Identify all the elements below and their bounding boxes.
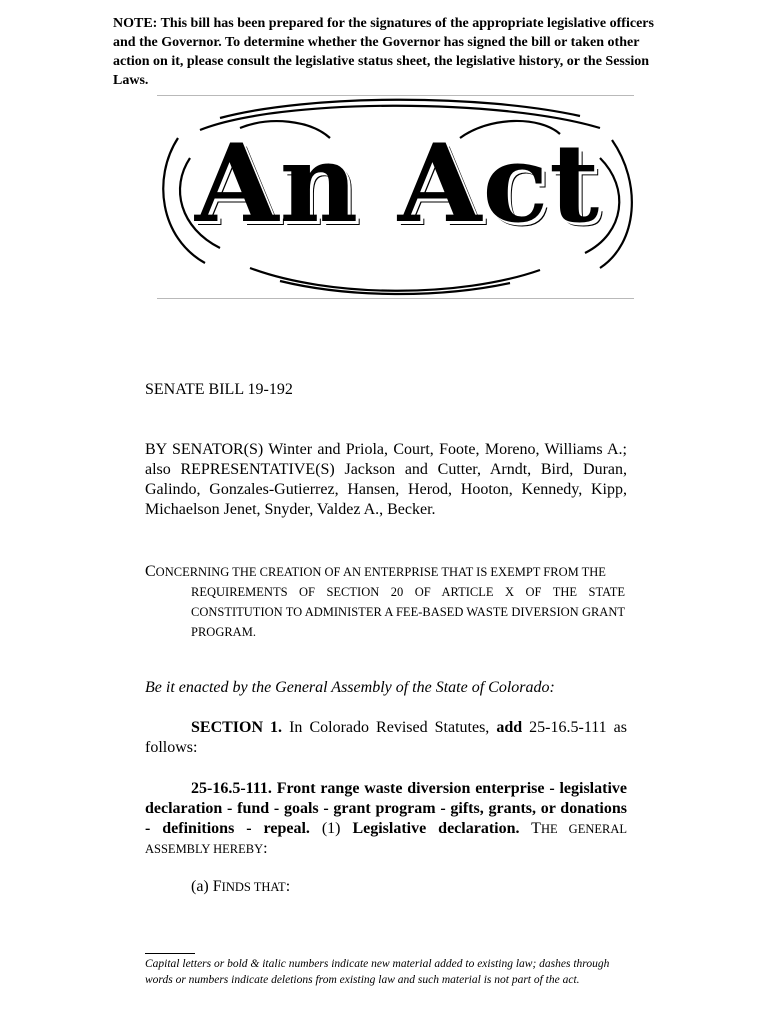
enacting-clause: Be it enacted by the General Assembly of the State of Colorado: — [145, 679, 555, 696]
statute-sub-number: (1) — [309, 820, 353, 837]
statute-paragraph — [145, 779, 627, 859]
section-1-label: SECTION 1. — [191, 719, 283, 736]
logo-title: An Act — [194, 121, 601, 247]
statute-heading: 25-16.5-111. Front range waste diversion enterprise - legislative declaration - fund - goals - grant program - gifts, grants, or donations - definitions - repeal. — [145, 780, 627, 837]
section-1 — [145, 718, 627, 758]
findings-end: : — [285, 878, 291, 895]
footnote-rule — [145, 953, 195, 954]
statute-text-first: T — [519, 820, 541, 837]
section-1-text-b: 25-16.5-111 as follows: — [145, 719, 627, 756]
concerning-continuation: REQUIREMENTS OF SECTION 20 OF ARTICLE X OF THE STATE CONSTITUTION TO ADMINISTER A FEE-BASED WASTE DIVERSION GRANT PROGRAM. — [191, 585, 625, 639]
header-rule-top — [157, 95, 634, 96]
concerning-clause — [145, 562, 625, 642]
statute-sub-heading: Legislative declaration. — [352, 820, 520, 837]
footnote: Capital letters or bold & italic numbers indicate new material added to existing law; dashes through words or numbers indicate deletions from existing law and such material is not part of the act. — [145, 958, 610, 986]
findings-initial: F — [212, 878, 222, 895]
concerning-line1: ONCERNING THE CREATION OF AN ENTERPRISE THAT IS EXEMPT FROM THE — [155, 565, 606, 579]
an-act-logo — [160, 98, 635, 296]
findings-item — [191, 878, 290, 896]
statute-text-smallcaps: HE GENERAL ASSEMBLY HEREBY — [145, 822, 628, 856]
header-rule-bottom — [157, 298, 634, 299]
status-note: NOTE: This bill has been prepared for the signatures of the appropriate legislative officers and the Governor. To determine whether the Governor has signed the bill or taken other action on it, please consult the legislative status sheet, the legislative history, or the Session Laws. — [113, 16, 654, 88]
findings-label: (a) — [191, 878, 213, 895]
section-1-text-a: In Colorado Revised Statutes, — [282, 719, 497, 736]
section-1-add: add — [496, 719, 523, 736]
concerning-initial: C — [145, 563, 156, 580]
findings-rest: INDS THAT — [221, 880, 286, 894]
bill-number: SENATE BILL 19-192 — [145, 381, 293, 398]
sponsors-paragraph: BY SENATOR(S) Winter and Priola, Court, Foote, Moreno, Williams A.; also REPRESENTATIVE(S) Jackson and Cutter, Arndt, Bird, Duran, Galindo, Gonzales-Gutierrez, Hansen, Herod, Hooton, Kennedy, Kipp, Michaelson Jenet, Snyder, Valdez A., Becker. — [145, 441, 627, 518]
statute-text-end: : — [263, 840, 268, 857]
